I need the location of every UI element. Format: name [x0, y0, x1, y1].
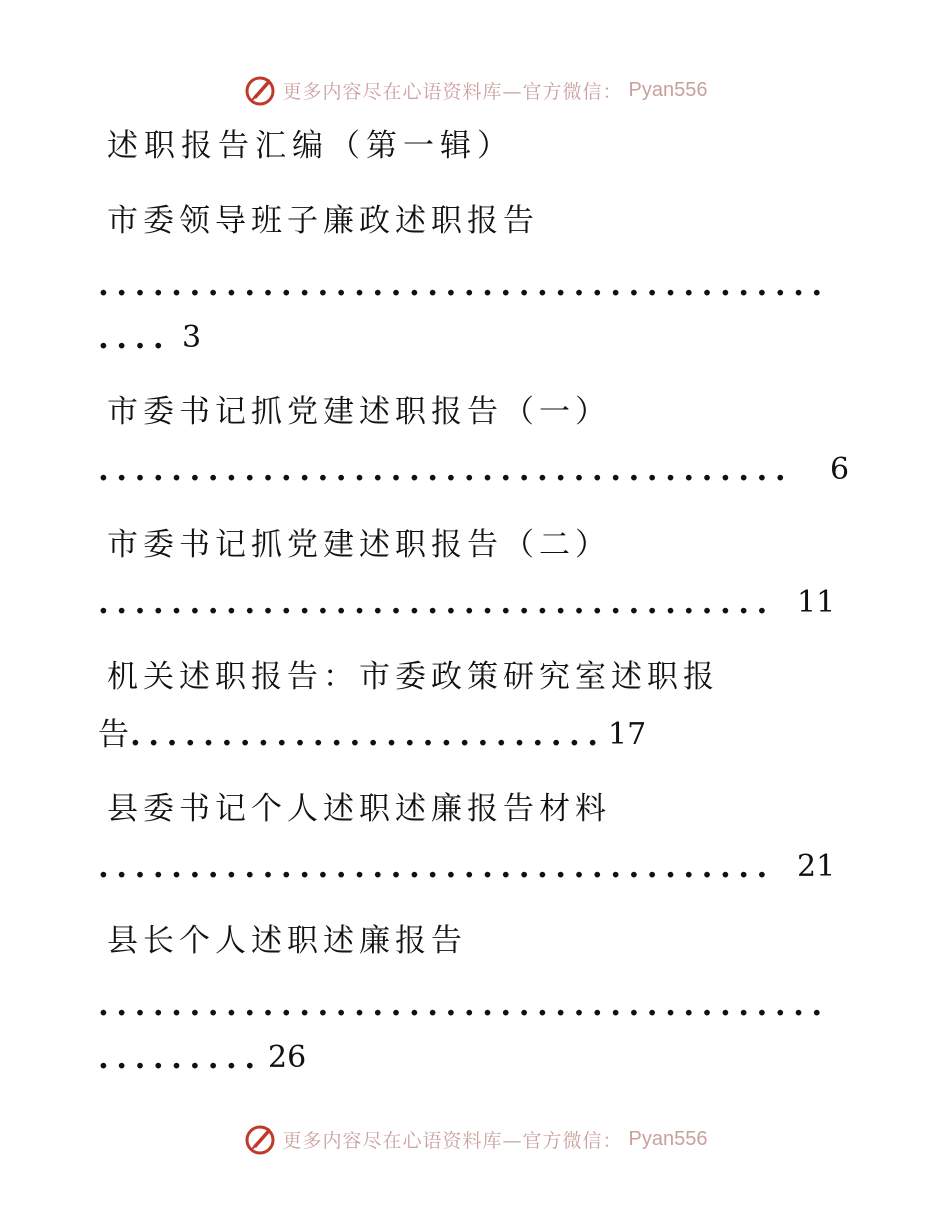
toc-entry-4-title[interactable]: 机关述职报告：市委政策研究室述职报 — [107, 659, 719, 695]
watermark-header — [0, 70, 950, 110]
toc-entry-3-title[interactable]: 市委书记抓党建述职报告（二） — [107, 527, 611, 563]
toc-entry-2-title[interactable]: 市委书记抓党建述职报告（一） — [107, 394, 611, 430]
toc-entry-2-leader: ...................................... — [98, 452, 794, 488]
toc-entry-5-leader: ..................................... — [98, 849, 775, 885]
toc-entry-1-title[interactable]: 市委领导班子廉政述职报告 — [107, 203, 539, 239]
toc-entry-5-page: 21 — [797, 849, 836, 884]
toc-entry-6-leader-cont: ......... — [98, 1040, 263, 1076]
toc-entry-3-leader: ..................................... — [98, 585, 775, 621]
watermark-text: 更多内容尽在心语资料库—官方微信： — [282, 1129, 623, 1152]
toc-entry-4-leader: .......................... — [130, 717, 606, 753]
toc-entry-4-title-cont[interactable]: 告 — [98, 717, 134, 753]
toc-entry-1-leader-cont: .... — [98, 320, 172, 356]
watermark-wechat-id: Pyan556 — [628, 1127, 708, 1150]
watermark-footer — [0, 1119, 950, 1159]
toc-entry-1-leader: ........................................ — [98, 267, 830, 303]
toc-entry-6-title[interactable]: 县长个人述职述廉报告 — [107, 923, 467, 959]
toc-entry-6-page: 26 — [268, 1040, 307, 1075]
watermark-text: 更多内容尽在心语资料库—官方微信： — [282, 80, 623, 103]
document-title: 述职报告汇编（第一辑） — [107, 128, 514, 164]
quill-logo-icon — [243, 1122, 277, 1156]
toc-entry-3-page: 11 — [797, 585, 836, 620]
watermark-wechat-id: Pyan556 — [628, 78, 708, 101]
toc-entry-2-page: 6 — [830, 452, 850, 487]
toc-entry-6-leader: ........................................ — [98, 987, 830, 1023]
toc-entry-5-title[interactable]: 县委书记个人述职述廉报告材料 — [107, 791, 611, 827]
toc-entry-4-page: 17 — [608, 717, 647, 752]
toc-entry-1-page: 3 — [182, 320, 202, 355]
quill-logo-icon — [243, 73, 277, 107]
